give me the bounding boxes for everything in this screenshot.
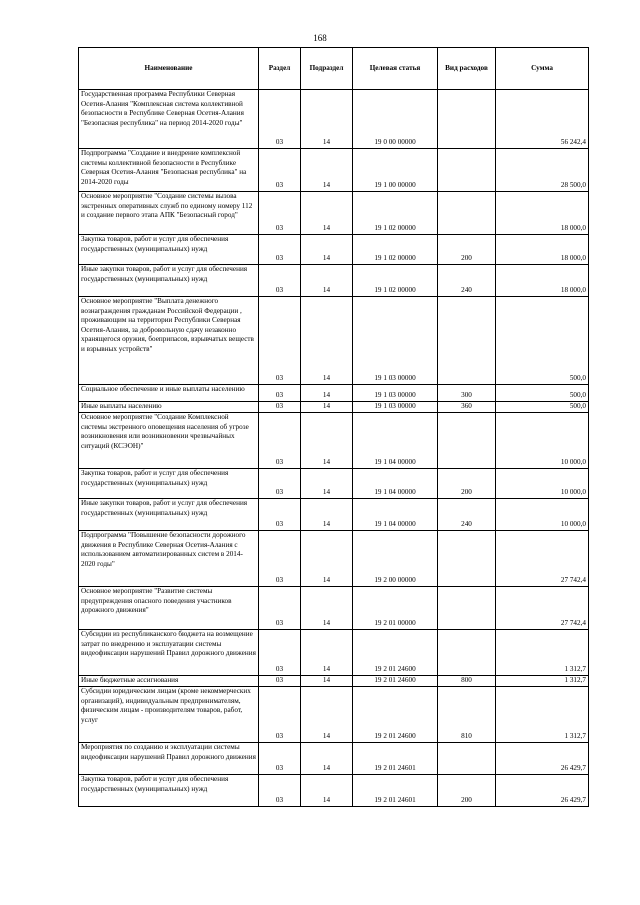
cell-sum: 500,0 bbox=[496, 402, 589, 413]
cell-target: 19 1 04 00000 bbox=[353, 413, 438, 469]
cell-target: 19 1 00 00000 bbox=[353, 149, 438, 192]
table-row bbox=[79, 630, 589, 676]
page-number: 168 bbox=[313, 33, 327, 43]
cell-name: Закупка товаров, работ и услуг для обеспечения государственных (муниципальных) нужд bbox=[79, 469, 259, 499]
cell-sum: 27 742,4 bbox=[496, 587, 589, 630]
cell-subsection: 14 bbox=[301, 676, 353, 687]
cell-subsection: 14 bbox=[301, 499, 353, 531]
table-row bbox=[79, 676, 589, 687]
cell-section: 03 bbox=[259, 297, 301, 385]
cell-expense-type: 800 bbox=[438, 676, 496, 687]
cell-section: 03 bbox=[259, 385, 301, 402]
cell-target: 19 2 00 00000 bbox=[353, 531, 438, 587]
cell-sum: 26 429,7 bbox=[496, 775, 589, 807]
cell-sum: 1 312,7 bbox=[496, 676, 589, 687]
budget-table bbox=[78, 47, 589, 807]
table-row bbox=[79, 469, 589, 499]
cell-target: 19 2 01 00000 bbox=[353, 587, 438, 630]
cell-expense-type bbox=[438, 587, 496, 630]
cell-subsection: 14 bbox=[301, 587, 353, 630]
table-row bbox=[79, 687, 589, 743]
header-name: Наименование bbox=[79, 48, 259, 90]
cell-expense-type bbox=[438, 531, 496, 587]
cell-expense-type bbox=[438, 297, 496, 385]
cell-target: 19 0 00 00000 bbox=[353, 90, 438, 149]
cell-target: 19 1 04 00000 bbox=[353, 469, 438, 499]
table-row bbox=[79, 90, 589, 149]
cell-section: 03 bbox=[259, 90, 301, 149]
cell-subsection: 14 bbox=[301, 630, 353, 676]
cell-expense-type: 240 bbox=[438, 265, 496, 297]
cell-section: 03 bbox=[259, 402, 301, 413]
cell-name: Закупка товаров, работ и услуг для обеспечения государственных (муниципальных) нужд bbox=[79, 235, 259, 265]
cell-expense-type bbox=[438, 149, 496, 192]
cell-name: Основное мероприятие "Выплата денежного вознаграждения гражданам Российской Федерации , проживающим на территории Республики Северная Осетия-Алания, за добровольную сдачу незаконно хранящегося оружия, боеприпасов, взрывчатых веществ и взрывных устройств" bbox=[79, 297, 259, 385]
table-row bbox=[79, 149, 589, 192]
cell-section: 03 bbox=[259, 413, 301, 469]
cell-sum: 27 742,4 bbox=[496, 531, 589, 587]
cell-section: 03 bbox=[259, 676, 301, 687]
cell-name: Мероприятия по созданию и эксплуатации системы видеофиксации нарушений Правил дорожного движения bbox=[79, 743, 259, 775]
cell-section: 03 bbox=[259, 192, 301, 235]
header-target: Целевая статья bbox=[353, 48, 438, 90]
cell-target: 19 1 02 00000 bbox=[353, 265, 438, 297]
cell-name: Основное мероприятие "Создание Комплексной системы экстренного оповещения населения об угрозе возникновения или возникновении чрезвычайных ситуаций (КСЭОН)" bbox=[79, 413, 259, 469]
cell-expense-type bbox=[438, 743, 496, 775]
cell-subsection: 14 bbox=[301, 402, 353, 413]
cell-section: 03 bbox=[259, 775, 301, 807]
cell-target: 19 1 04 00000 bbox=[353, 499, 438, 531]
cell-subsection: 14 bbox=[301, 192, 353, 235]
header-expense-type: Вид расходов bbox=[438, 48, 496, 90]
cell-subsection: 14 bbox=[301, 297, 353, 385]
cell-target: 19 1 03 00000 bbox=[353, 385, 438, 402]
cell-name: Иные закупки товаров, работ и услуг для обеспечения государственных (муниципальных) нужд bbox=[79, 499, 259, 531]
cell-name: Основное мероприятие "Создание системы вызова экстренных оперативных служб по единому номеру 112 и создание первого этапа АПК "Безопасный город" bbox=[79, 192, 259, 235]
table-row bbox=[79, 531, 589, 587]
cell-sum: 10 000,0 bbox=[496, 413, 589, 469]
cell-name: Подпрограмма "Создание и внедрение комплексной системы коллективной безопасности в Республике Северная Осетия-Алания "Безопасная республика" на 2014-2020 годы bbox=[79, 149, 259, 192]
cell-name: Субсидии из республиканского бюджета на возмещение затрат по внедрению и эксплуатации системы видеофиксации нарушений Правил дорожного движения bbox=[79, 630, 259, 676]
cell-target: 19 1 02 00000 bbox=[353, 192, 438, 235]
cell-subsection: 14 bbox=[301, 235, 353, 265]
cell-sum: 18 000,0 bbox=[496, 265, 589, 297]
cell-target: 19 2 01 24600 bbox=[353, 687, 438, 743]
cell-name: Подпрограмма "Повышение безопасности дорожного движения в Республике Северная Осетия-Алания с использованием автоматизированных систем в 2014-2020 годы" bbox=[79, 531, 259, 587]
cell-target: 19 2 01 24600 bbox=[353, 676, 438, 687]
cell-sum: 1 312,7 bbox=[496, 687, 589, 743]
cell-target: 19 1 02 00000 bbox=[353, 235, 438, 265]
table-row bbox=[79, 499, 589, 531]
cell-expense-type bbox=[438, 630, 496, 676]
cell-subsection: 14 bbox=[301, 531, 353, 587]
cell-subsection: 14 bbox=[301, 149, 353, 192]
cell-section: 03 bbox=[259, 687, 301, 743]
cell-section: 03 bbox=[259, 235, 301, 265]
cell-section: 03 bbox=[259, 265, 301, 297]
cell-target: 19 2 01 24601 bbox=[353, 743, 438, 775]
header-section: Раздел bbox=[259, 48, 301, 90]
cell-sum: 18 000,0 bbox=[496, 235, 589, 265]
cell-sum: 10 000,0 bbox=[496, 469, 589, 499]
cell-sum: 56 242,4 bbox=[496, 90, 589, 149]
cell-name: Иные бюджетные ассигнования bbox=[79, 676, 259, 687]
cell-subsection: 14 bbox=[301, 743, 353, 775]
cell-section: 03 bbox=[259, 743, 301, 775]
cell-target: 19 2 01 24600 bbox=[353, 630, 438, 676]
cell-sum: 500,0 bbox=[496, 385, 589, 402]
table-row bbox=[79, 402, 589, 413]
cell-name: Основное мероприятие "Развитие системы предупреждения опасного поведения участников дорожного движения" bbox=[79, 587, 259, 630]
cell-section: 03 bbox=[259, 149, 301, 192]
table-row bbox=[79, 385, 589, 402]
cell-sum: 1 312,7 bbox=[496, 630, 589, 676]
cell-section: 03 bbox=[259, 531, 301, 587]
cell-section: 03 bbox=[259, 587, 301, 630]
cell-sum: 18 000,0 bbox=[496, 192, 589, 235]
cell-subsection: 14 bbox=[301, 90, 353, 149]
cell-subsection: 14 bbox=[301, 775, 353, 807]
cell-expense-type: 810 bbox=[438, 687, 496, 743]
header-subsection: Подраздел bbox=[301, 48, 353, 90]
cell-sum: 500,0 bbox=[496, 297, 589, 385]
table-row bbox=[79, 265, 589, 297]
table-row bbox=[79, 775, 589, 807]
table-row bbox=[79, 743, 589, 775]
cell-section: 03 bbox=[259, 499, 301, 531]
cell-subsection: 14 bbox=[301, 687, 353, 743]
cell-subsection: 14 bbox=[301, 413, 353, 469]
cell-expense-type: 300 bbox=[438, 385, 496, 402]
cell-target: 19 2 01 24601 bbox=[353, 775, 438, 807]
cell-expense-type: 240 bbox=[438, 499, 496, 531]
table-row bbox=[79, 413, 589, 469]
table-header-row bbox=[79, 48, 589, 90]
cell-target: 19 1 03 00000 bbox=[353, 297, 438, 385]
cell-expense-type bbox=[438, 413, 496, 469]
cell-subsection: 14 bbox=[301, 469, 353, 499]
table-row bbox=[79, 192, 589, 235]
cell-sum: 10 000,0 bbox=[496, 499, 589, 531]
cell-name: Субсидии юридическим лицам (кроме некоммерческих организаций), индивидуальным предпринимателям, физическим лицам - производителям товаров, работ, услуг bbox=[79, 687, 259, 743]
cell-section: 03 bbox=[259, 469, 301, 499]
cell-expense-type: 200 bbox=[438, 469, 496, 499]
cell-name: Закупка товаров, работ и услуг для обеспечения государственных (муниципальных) нужд bbox=[79, 775, 259, 807]
cell-expense-type bbox=[438, 90, 496, 149]
cell-name: Иные выплаты населению bbox=[79, 402, 259, 413]
cell-subsection: 14 bbox=[301, 385, 353, 402]
table-row bbox=[79, 587, 589, 630]
cell-name: Государственная программа Республики Северная Осетия-Алания "Комплексная система коллективной безопасности в Республике Северная Осетия-Алания "Безопасная республика" на период 2014-2020 годы" bbox=[79, 90, 259, 149]
cell-target: 19 1 03 00000 bbox=[353, 402, 438, 413]
table-row bbox=[79, 235, 589, 265]
cell-sum: 26 429,7 bbox=[496, 743, 589, 775]
cell-name: Социальное обеспечение и иные выплаты населению bbox=[79, 385, 259, 402]
cell-section: 03 bbox=[259, 630, 301, 676]
cell-expense-type: 360 bbox=[438, 402, 496, 413]
cell-sum: 28 500,0 bbox=[496, 149, 589, 192]
cell-expense-type bbox=[438, 192, 496, 235]
cell-name: Иные закупки товаров, работ и услуг для обеспечения государственных (муниципальных) нужд bbox=[79, 265, 259, 297]
cell-expense-type: 200 bbox=[438, 775, 496, 807]
cell-expense-type: 200 bbox=[438, 235, 496, 265]
header-sum: Сумма bbox=[496, 48, 589, 90]
cell-subsection: 14 bbox=[301, 265, 353, 297]
table-row bbox=[79, 297, 589, 385]
